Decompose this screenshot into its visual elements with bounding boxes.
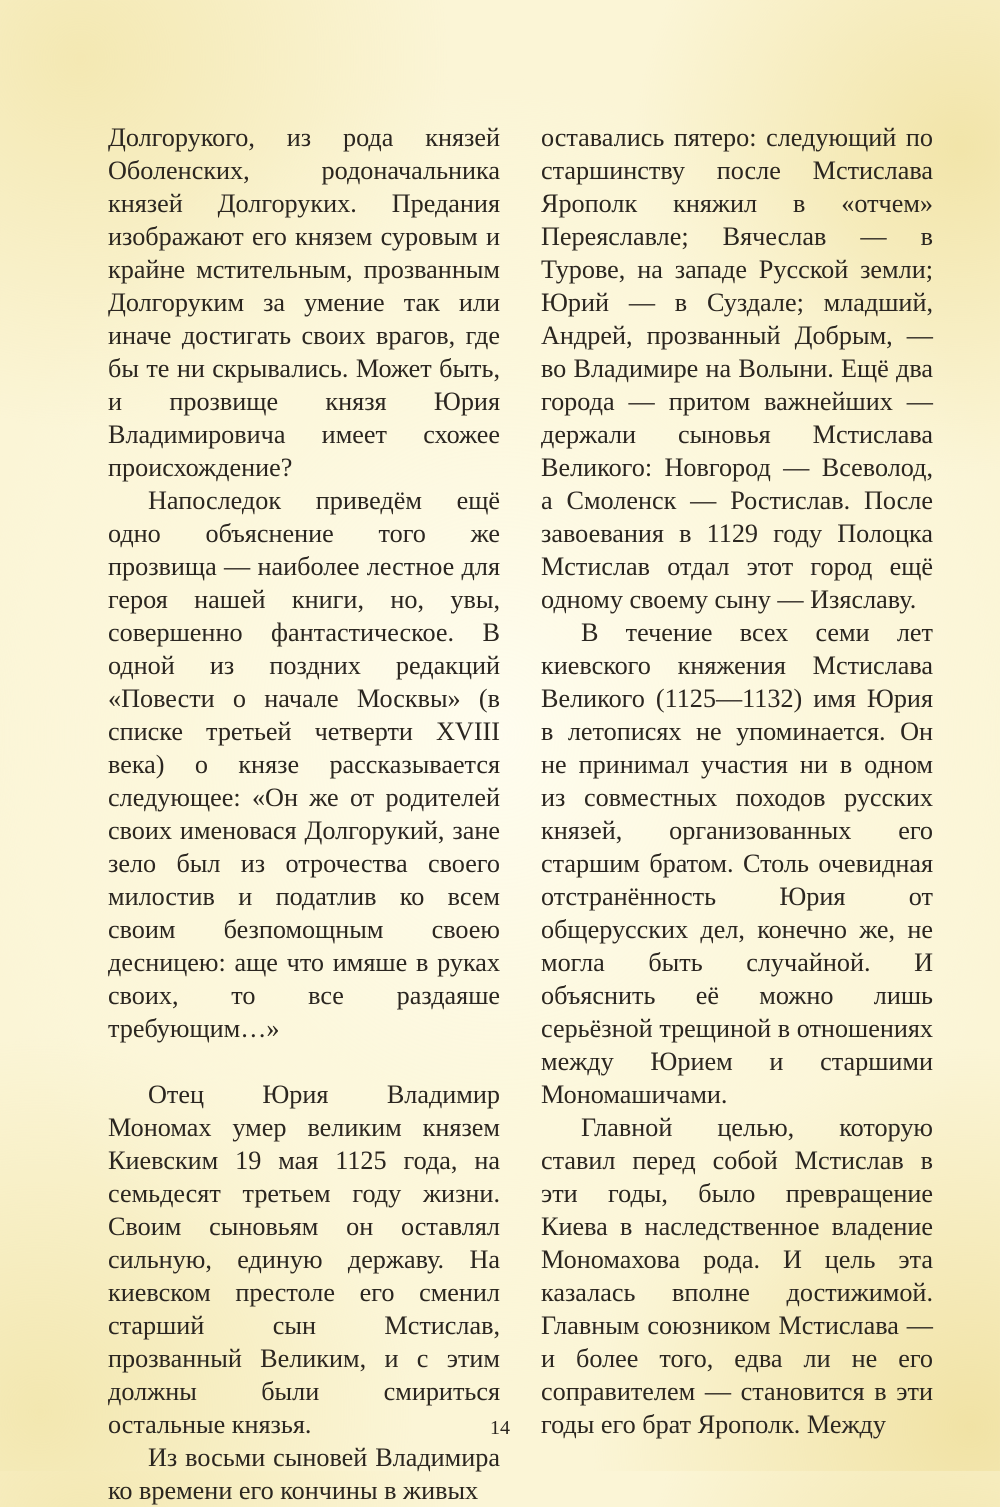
right-column [541,121,933,1441]
paragraph-flattering-explanation: Напоследок приведём ещё одно объяснение того же прозвища — наиболее лестное для героя нашей книги, но, увы, совершенно фантастическое. В одной из поздних редакций «Повести о начале Москвы» (в списке третьей четверти XVIII века) о князе рассказывается следующее: «Он же от родителей своих именовася Долгорукий, зане зело был из отрочества своего милостив и податлив ко всем своим безпомощным своею десницею: аще что имяше в руках своих, то все раздаяше требующим…» [108,486,500,1043]
paragraph-five-remained: оставались пятеро: следующий по старшинству после Мстислава Ярополк княжил в «отчем» Переяславле; Вячеслав — в Турове, на западе Русской земли; Юрий — в Суздале; младший, Андрей, прозванный Добрым, — во Владимире на Волыни. Ещё два города — притом важнейших — держали сыновья Мстислава Великого: Новгород — Всеволод, а Смоленск — Ростислав. После завоевания в 1129 году Полоцка Мстислав отдал этот город ещё одному своему сыну — Изяславу. [541,123,933,614]
page-number: 14 [490,1417,510,1439]
left-column [108,121,500,1507]
paragraph-seven-years: В течение всех семи лет киевского княжения Мстислава Великого (1125—1132) имя Юрия в летописях не упоминается. Он не принимал участия ни в одном из совместных походов русских князей, организованных его старшим братом. Столь очевидная отстранённость Юрия от общерусских дел, конечно же, не могла быть случайной. И объяснить её можно лишь серьёзной трещиной в отношениях между Юрием и старшими Мономашичами. [541,618,933,1109]
paragraph-dolgorukov-origin: Долгорукого, из рода князей Оболенских, родоначальника князей Долгоруких. Предания изображают его князем суровым и крайне мстительным, прозванным Долгоруким за умение так или иначе достигать своих врагов, где бы те ни скрывались. Может быть, и прозвище князя Юрия Владимировича имеет схожее происхождение? [108,123,500,482]
paragraph-eight-sons: Из восьми сыновей Владимира ко времени его кончины в живых [108,1443,500,1505]
paragraph-monomakh-death: Отец Юрия Владимир Мономах умер великим князем Киевским 19 мая 1125 года, на семьдесят третьем году жизни. Своим сыновьям он оставлял сильную, единую державу. На киевском престоле его сменил старший сын Мстислав, прозванный Великим, и с этим должны были смириться остальные князья. [108,1080,500,1439]
paragraph-main-goal: Главной целью, которую ставил перед собой Мстислав в эти годы, было превращение Киева в наследственное владение Мономахова рода. И цель эта казалась вполне достижимой. Главным союзником Мстислава — и более того, едва ли не его соправителем — становится в эти годы его брат Ярополк. Между [541,1113,933,1439]
